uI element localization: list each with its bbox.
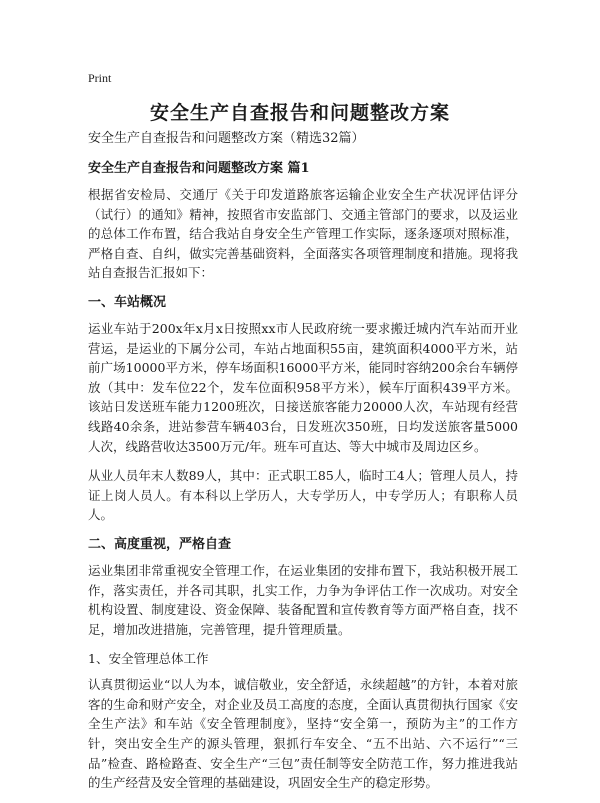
safety-management-paragraph: 认真贯彻运业“以人为本，诚信敬业，安全舒适，永续超越”的方针，本着对旅客的生命和财产安全，对企业及员工高度的态度，全面认真贯彻执行国家《安全生产法》和车站《安全管理制度》，坚持“安全第一，预防为主”的工作方针，突出安全生产的源头管理，狠抓行车安全、“五不出站、六不运行”“三品”检查、路检路查、安全生产“三包”责任制等安全防范工作，努力推进我站的生产经营及安全管理的基础建设，巩固安全生产的稳定形势。	[88, 677, 518, 791]
staff-paragraph: 从业人员年末人数89人，其中：正式职工85人，临时工4人；管理人员人，持证上岗人员人。有本科以上学历人，大专学历人，中专学历人；有职称人员人。	[88, 468, 518, 523]
subheading-safety-management: 1、安全管理总体工作	[88, 651, 209, 667]
document-subtitle: 安全生产自查报告和问题整改方案（精选32篇）	[88, 131, 365, 146]
self-inspection-paragraph: 运业集团非常重视安全管理工作，在运业集团的安排布置下，我站积极开展工作，落实责任，并各司其职，扎实工作，力争为争评估工作一次成功。对安全机构设置、制度建设、资金保障、装备配置和宣传教育等方面严格自查，找不足，增加改进措施，完善管理，提升管理质量。	[88, 562, 518, 637]
document-body	[88, 124, 518, 803]
station-overview-paragraph: 运业车站于200x年x月x日按照xx市人民政府统一要求搬迁城内汽车站而开业营运，是运业的下属分公司，车站占地面积55亩，建筑面积4000平方米，站前广场10000平方米，停车场面积16000平方米，能同时容纳200余台车辆停放（其中：发车位22个，发车位面积958平方米），候车厅面积439平方米。该站日发送班车能力1200班次，日接送旅客能力20000人次，车站现有经营线路40余条，进站参营车辆403台，日发班次350班，日均发送旅客量5000人次，线路营收达3500万元/年。班车可直达、等大中城市及周边区乡。	[88, 320, 518, 454]
heading-self-inspection: 二、高度重视，严格自查	[88, 536, 232, 552]
print-label[interactable]: Print	[88, 71, 112, 85]
heading-station-overview: 一、车站概况	[88, 294, 167, 310]
document-title: 安全生产自查报告和问题整改方案	[149, 102, 450, 124]
section-title: 安全生产自查报告和问题整改方案 篇1	[88, 161, 310, 176]
intro-paragraph: 根据省安检局、交通厅《关于印发道路旅客运输企业安全生产状况评估评分（试行）的通知》精神，按照省市安监部门、交通主管部门的要求，以及运业的总体工作布置，结合我站自身安全生产管理工作实际，逐条逐项对照标准，严格自查、自纠，做实完善基础资料，全面落实各项管理制度和措施。现将我站自查报告汇报如下：	[88, 187, 518, 281]
